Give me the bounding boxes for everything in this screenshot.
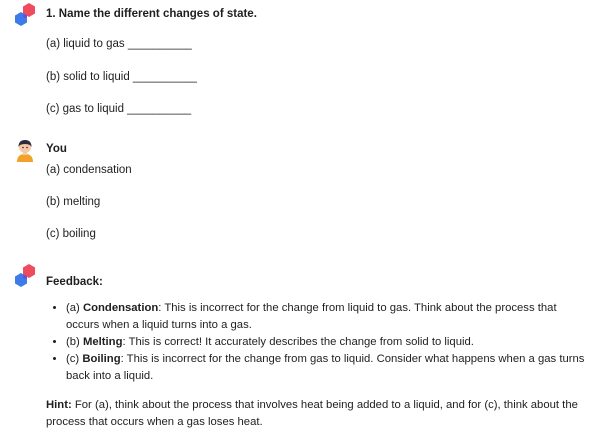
question-item-c: (c) gas to liquid __________ xyxy=(46,103,192,115)
feedback-term: Condensation xyxy=(82,302,159,314)
feedback-item-a: • (a) Condensation: This is incorrect for the change from liquid to gas. Think about the process that occurs when a liquid turns into a gas. xyxy=(66,300,586,334)
question-item-a: (a) liquid to gas __________ xyxy=(46,38,192,50)
feedback-item-c: • (c) Boiling: This is incorrect for the change from gas to liquid. Consider what happens when a gas turns back into a liquid. xyxy=(66,351,586,385)
user-name: You xyxy=(46,143,67,155)
question-message xyxy=(46,8,586,118)
feedback-message xyxy=(46,276,586,431)
user-message xyxy=(46,143,586,243)
feedback-list xyxy=(46,300,586,385)
feedback-item-b: • (b) Melting: This is correct! It accurately describes the change from solid to liquid. xyxy=(66,334,586,351)
feedback-title: Feedback: xyxy=(46,276,103,288)
user-answer-b: (b) melting xyxy=(46,196,101,208)
assistant-avatar-icon xyxy=(12,2,38,28)
user-avatar-icon xyxy=(12,137,38,163)
question-item-b: (b) solid to liquid __________ xyxy=(46,71,197,83)
hint-text: Hint: For (a), think about the process that involves heat being added to a liquid, and for (c), think about the process that occurs when a gas loses heat. xyxy=(46,399,578,428)
feedback-term: Melting xyxy=(82,336,123,348)
user-answer-c: (c) boiling xyxy=(46,228,96,240)
feedback-term: Boiling xyxy=(82,353,121,365)
assistant-avatar-icon xyxy=(12,263,38,289)
hint-label: Hint: xyxy=(46,399,72,411)
user-answer-a: (a) condensation xyxy=(46,164,132,176)
question-title: 1. Name the different changes of state. xyxy=(46,8,257,20)
